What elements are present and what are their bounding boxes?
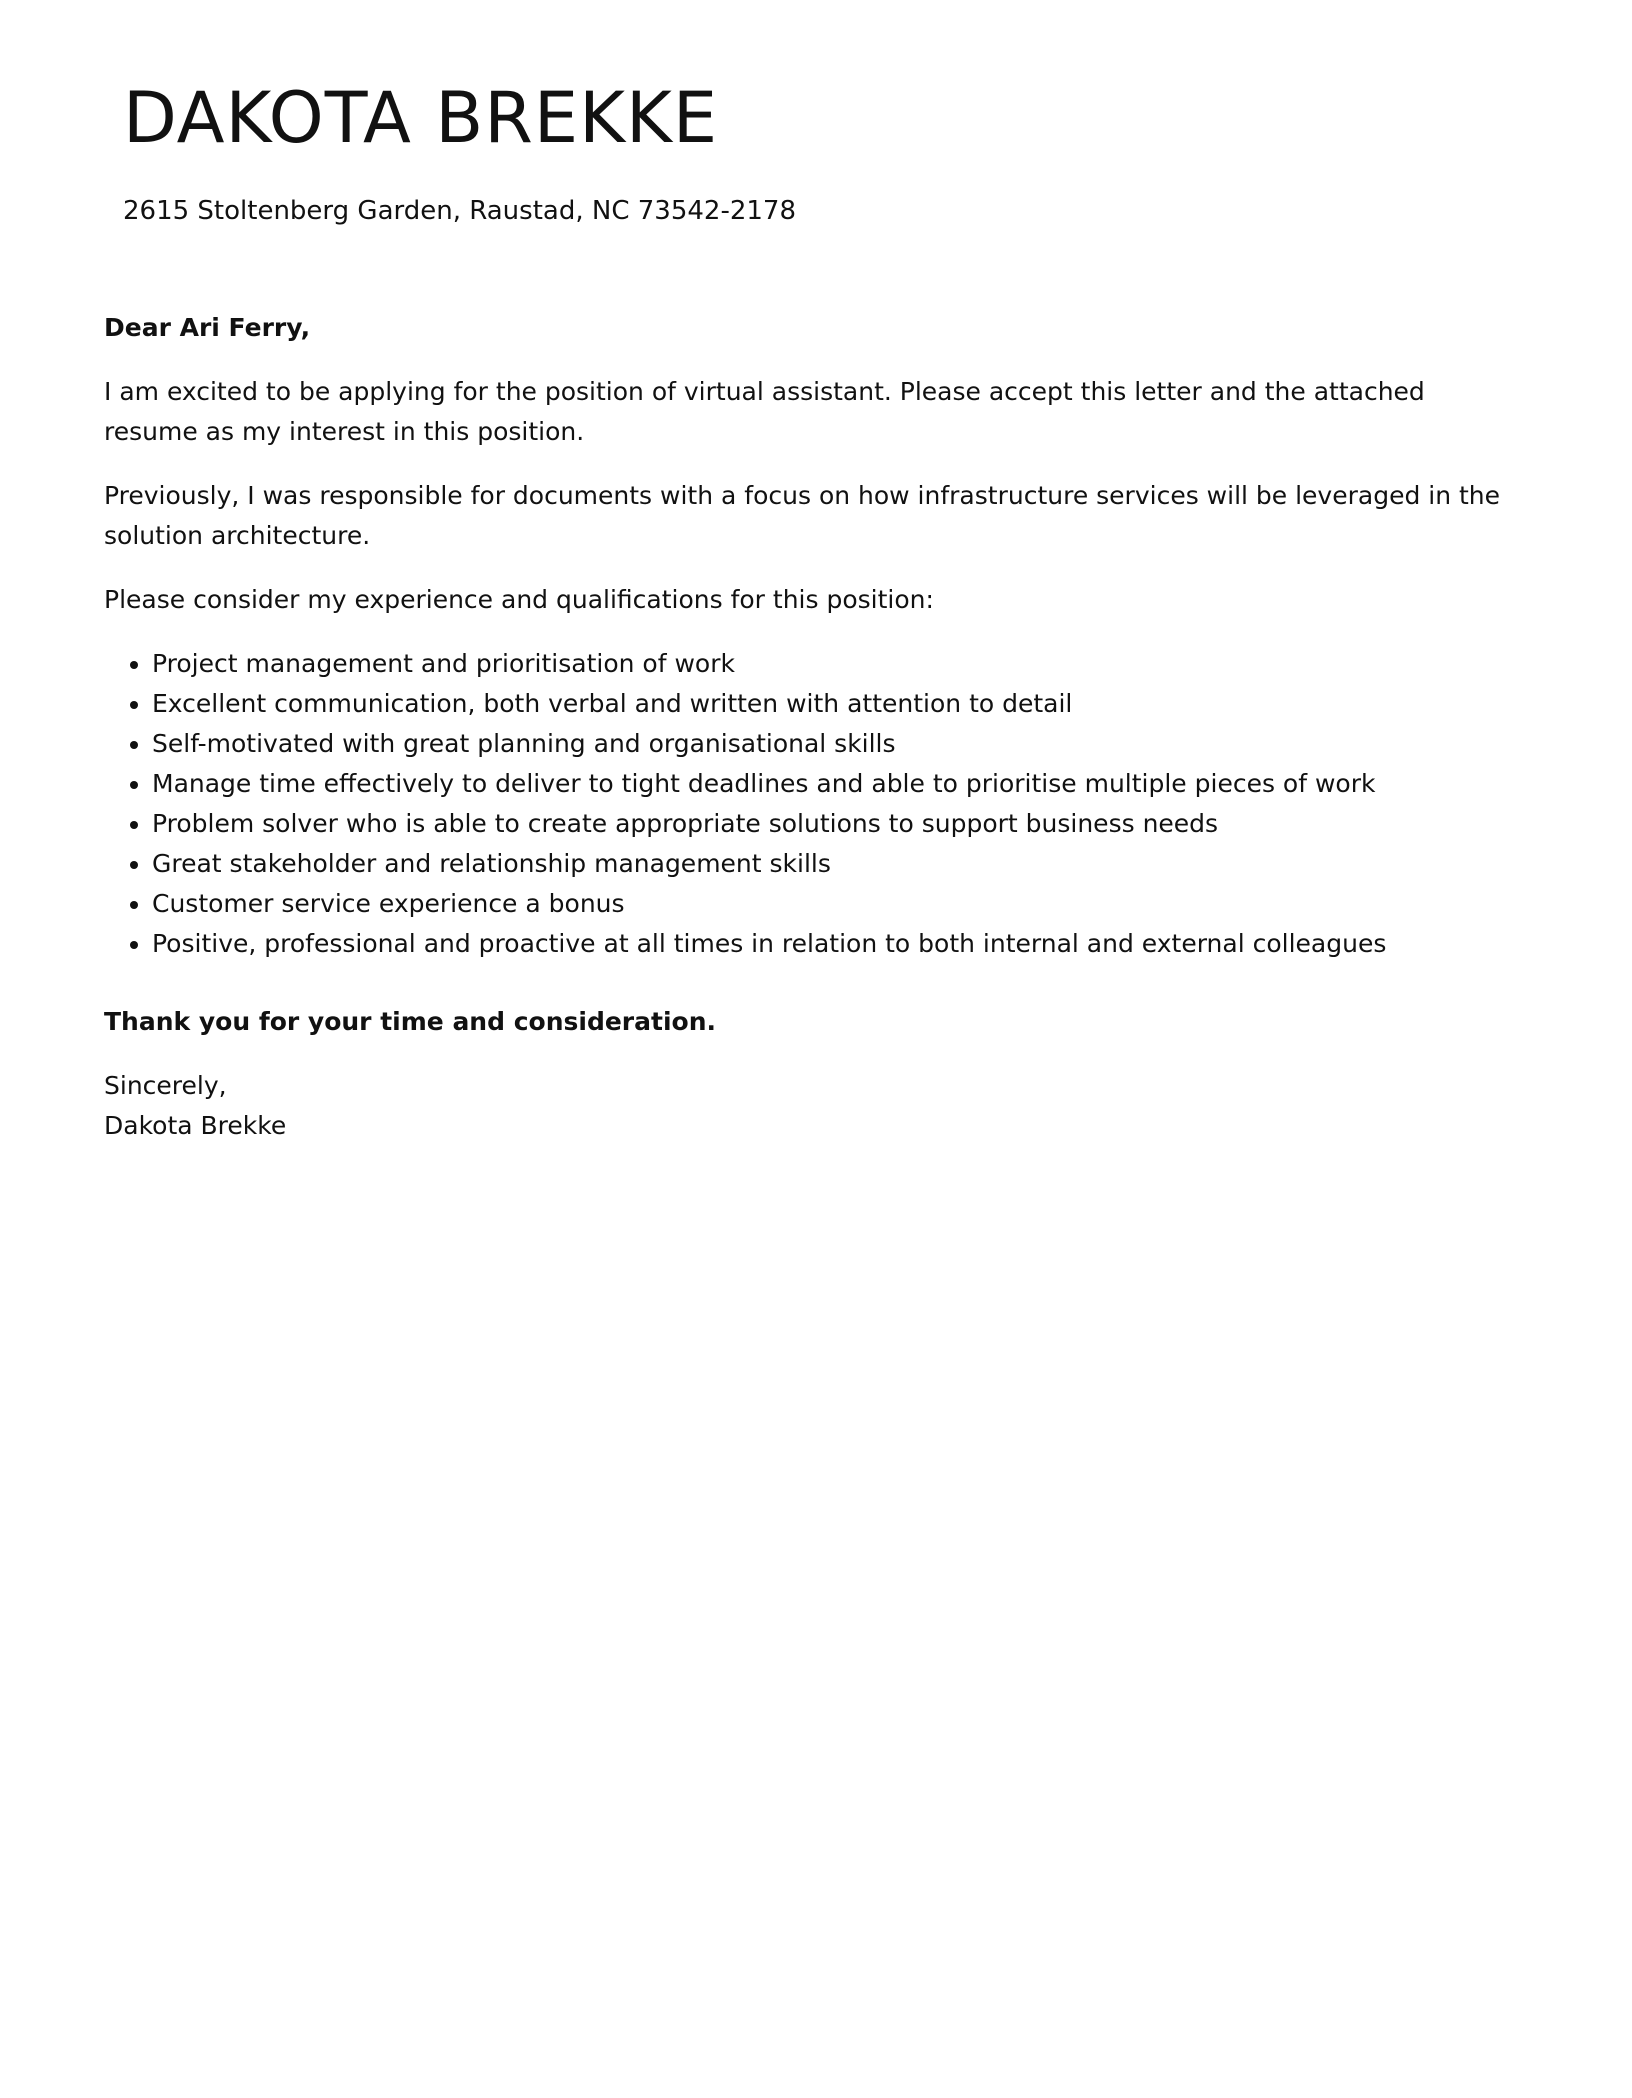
letter-header <box>123 70 1423 228</box>
applicant-address: 2615 Stoltenberg Garden, Raustad, NC 73542-2178 <box>123 196 796 226</box>
applicant-name: DAKOTA BREKKE <box>123 77 719 159</box>
closing-line: Thank you for your time and consideration. <box>104 1007 716 1036</box>
paragraph-experience: Previously, I was responsible for documents with a focus on how infrastructure services will be leveraged in the solution architecture. <box>104 481 1501 550</box>
qualifications-list <box>104 644 1524 964</box>
list-item: • Excellent communication, both verbal and written with attention to detail <box>152 684 1524 724</box>
list-item: • Problem solver who is able to create appropriate solutions to support business needs <box>152 804 1524 844</box>
letter-body <box>104 308 1524 1146</box>
list-item: • Manage time effectively to deliver to tight deadlines and able to prioritise multiple pieces of work <box>152 764 1524 804</box>
salutation: Dear Ari Ferry, <box>104 313 311 342</box>
list-item: • Great stakeholder and relationship management skills <box>152 844 1524 884</box>
signoff: Sincerely, <box>104 1071 227 1100</box>
qualifications-intro: Please consider my experience and qualifications for this position: <box>104 585 934 614</box>
list-item: • Project management and prioritisation of work <box>152 644 1524 684</box>
list-item: • Positive, professional and proactive at all times in relation to both internal and external colleagues <box>152 924 1524 964</box>
signature-name: Dakota Brekke <box>104 1111 287 1140</box>
list-item: • Customer service experience a bonus <box>152 884 1524 924</box>
list-item: • Self-motivated with great planning and organisational skills <box>152 724 1524 764</box>
paragraph-intro: I am excited to be applying for the position of virtual assistant. Please accept this letter and the attached resume as my interest in this position. <box>104 377 1425 446</box>
